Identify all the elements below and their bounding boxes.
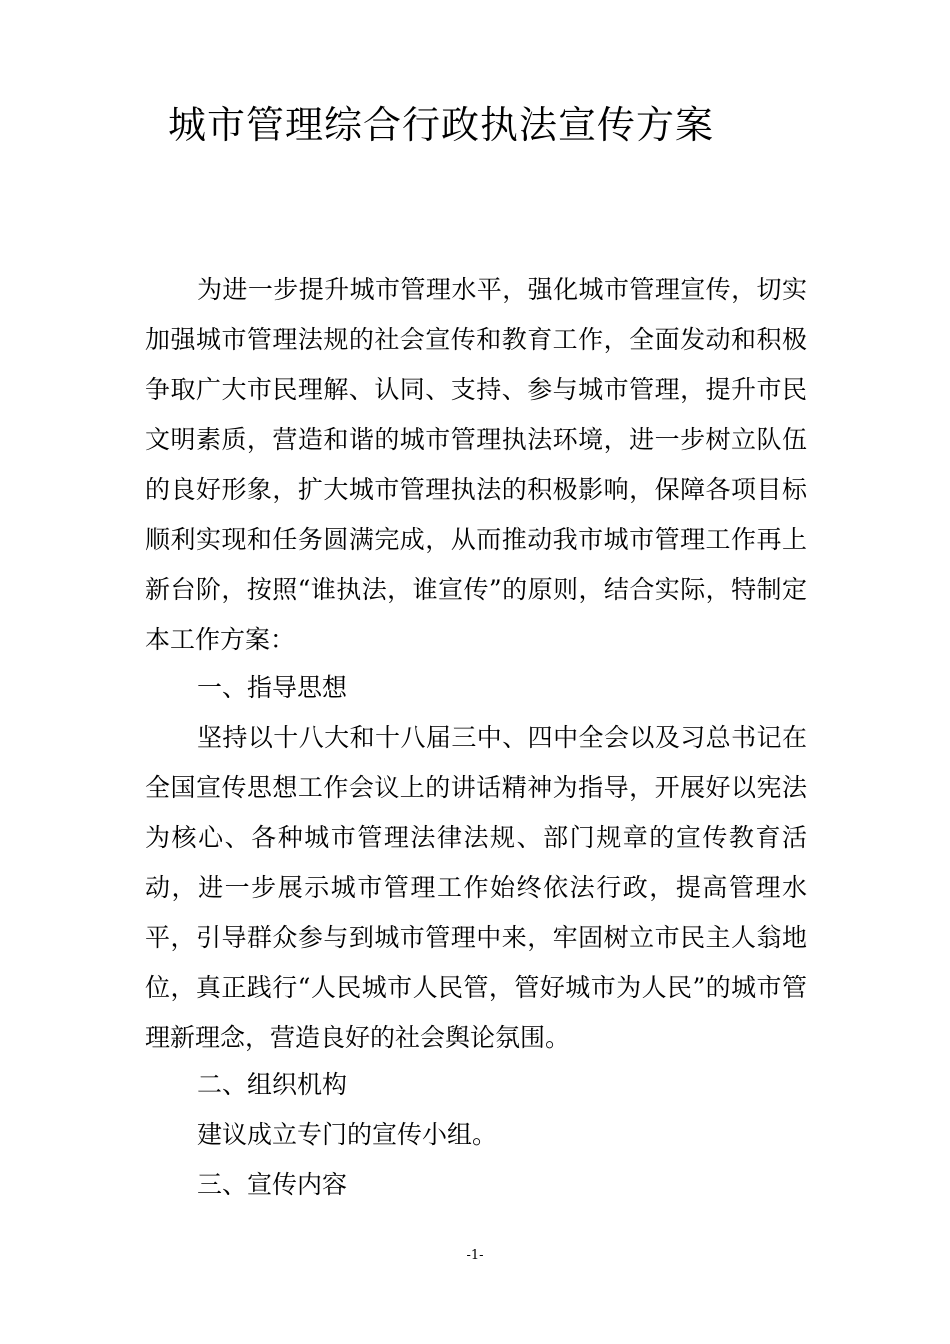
section-heading-organization: 二、组织机构	[197, 1070, 348, 1099]
page-number: -1-	[466, 1248, 484, 1263]
organization-paragraph: 建议成立专门的宣传小组。	[197, 1120, 498, 1149]
section-heading-guiding-ideology: 一、指导思想	[197, 673, 348, 702]
guiding-ideology-paragraph: 坚持以十八大和十八届三中、四中全会以及习总书记在全国宣传思想工作会议上的讲话精神为指导，开展好以宪法为核心、各种城市管理法律法规、部门规章的宣传教育活动，进一步展示城市管理工作始终依法行政，提高管理水平，引导群众参与到城市管理中来，牢固树立市民主人翁地位，真正践行“人民城市人民管，管好城市为人民”的城市管理新理念，营造良好的社会舆论氛围。	[145, 723, 807, 1052]
intro-paragraph: 为进一步提升城市管理水平，强化城市管理宣传，切实加强城市管理法规的社会宣传和教育工作，全面发动和积极争取广大市民理解、认同、支持、参与城市管理，提升市民文明素质，营造和谐的城市管理执法环境，进一步树立队伍的良好形象，扩大城市管理执法的积极影响，保障各项目标顺利实现和任务圆满完成，从而推动我市城市管理工作再上新台阶，按照“谁执法，谁宣传”的原则，结合实际，特制定本工作方案：	[145, 275, 807, 654]
document-title: 城市管理综合行政执法宣传方案	[168, 103, 715, 147]
section-heading-publicity-content: 三、宣传内容	[197, 1170, 348, 1199]
